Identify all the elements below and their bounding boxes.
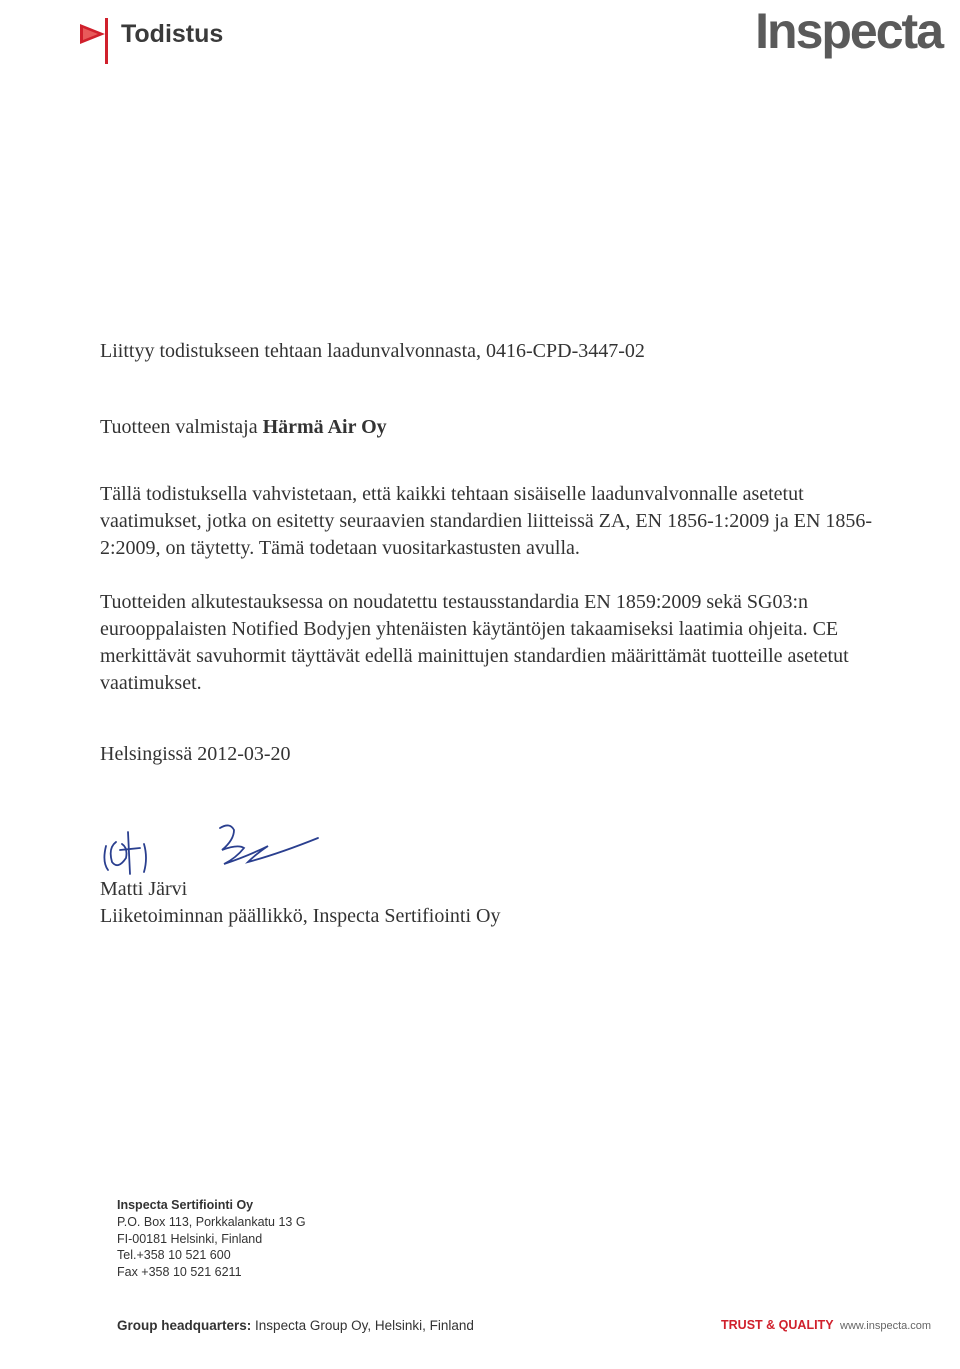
footer-company: Inspecta Sertifiointi Oy (117, 1198, 254, 1212)
tagline-quality: QUALITY (778, 1318, 834, 1332)
brand-logo: Inspecta (755, 3, 942, 59)
signer-name: Matti Järvi (100, 878, 188, 900)
hq-value: Inspecta Group Oy, Helsinki, Finland (255, 1318, 474, 1333)
footer-address-line-2: FI-00181 Helsinki, Finland (117, 1231, 263, 1246)
hq-label: Group headquarters: (117, 1318, 252, 1333)
testing-paragraph: Tuotteiden alkutestauksessa on noudatettu testausstandardia EN 1859:2009 sekä SG03:n eurooppalaisten Notified Bodyjen yhtenäisten käytäntöjen takaamiseksi laatimia ohjeita. CE merkittävät savuhormit täyttävät edellä mainittujen standardien määrittämät tuotteille asetetut vaatimukset. (100, 591, 849, 694)
tagline-amp: & (766, 1318, 776, 1332)
red-arrow-flag-icon (80, 18, 114, 64)
tagline (721, 1318, 834, 1332)
place-date: Helsingissä 2012-03-20 (100, 743, 291, 765)
reference-line: Liittyy todistukseen tehtaan laadunvalvonnasta, 0416-CPD-3447-02 (100, 340, 645, 362)
footer-address-line-1: P.O. Box 113, Porkkalankatu 13 G (117, 1214, 306, 1229)
conformity-paragraph: Tällä todistuksella vahvistetaan, että kaikki tehtaan sisäiselle laadunvalvonnalle asetetut vaatimukset, jotka on esitetty seuraavien standardien liitteissä ZA, EN 1856-1:2009 ja EN 1856-2:2009, on täytetty. Tämä todetaan vuositarkastusten avulla. (100, 483, 873, 559)
footer-tel: Tel.+358 10 521 600 (117, 1248, 231, 1263)
footer-address-block (117, 1197, 306, 1281)
tagline-trust: TRUST (721, 1318, 763, 1332)
document-title: Todistus (121, 20, 224, 48)
footer-fax: Fax +358 10 521 6211 (117, 1265, 242, 1280)
manufacturer-name: Härmä Air Oy (262, 416, 387, 438)
signer-role: Liiketoiminnan päällikkö, Inspecta Sertifiointi Oy (100, 905, 501, 927)
website-link[interactable]: www.inspecta.com (840, 1320, 932, 1332)
manufacturer-line (100, 414, 900, 441)
group-headquarters (117, 1318, 474, 1333)
manufacturer-prefix: Tuotteen valmistaja (100, 416, 258, 438)
